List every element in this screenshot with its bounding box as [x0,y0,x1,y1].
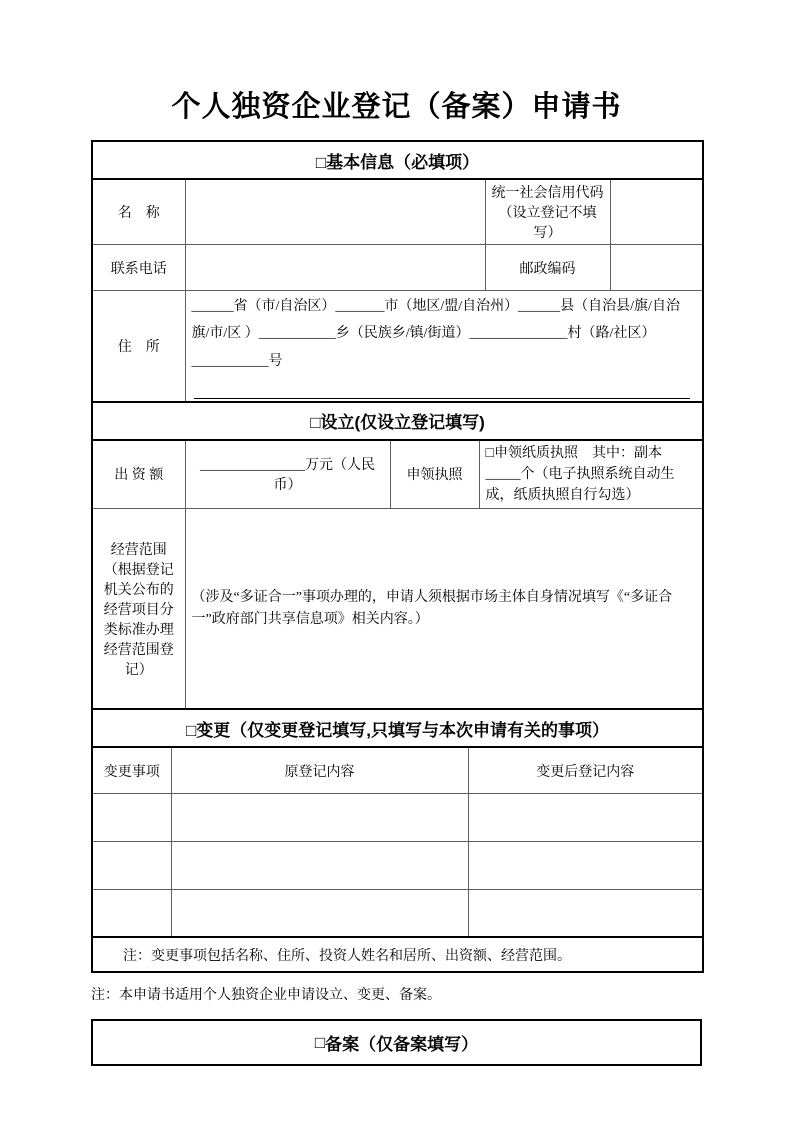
address-template-text: ______省（市/自治区）_______市（地区/盟/自治州）______县（自治县/旗/自治旗/市/区 ）___________乡（民族乡/镇/街道）______________村（路/社区）___________号 [191,299,680,369]
phone-field [185,245,485,291]
change-before-cell [171,889,468,937]
license-option [479,440,703,509]
change-note: 注：变更事项包括名称、住所、投资人姓名和居所、出资额、经营范围。 [92,937,703,972]
section-header-filing [91,1019,702,1066]
checkbox-icon: □ [315,152,327,172]
section-header-basic-info [92,141,703,179]
name-field [185,179,485,245]
uscc-field [610,179,703,245]
postcode-label: 邮政编码 [485,245,610,291]
change-header-label: 变更（仅变更登记填写,只填写与本次申请有关的事项） [196,720,610,740]
change-column-before: 原登记内容 [171,747,468,793]
license-option-text: 申领纸质执照 其中：副本_____个（电子执照系统自动生成，纸质执照自行勾选） [485,445,675,503]
checkbox-icon: □ [186,720,197,740]
scope-note: （涉及“多证合一”事项办理的，申请人须根据市场主体自身情况填写《“多证合一”政府部门共享信息项》相关内容。） [191,589,673,627]
change-after-cell [468,889,703,937]
change-table-row [92,841,703,889]
section-header-establishment [92,402,703,440]
address-blank-line [194,377,691,399]
establishment-header-label: 设立(仅设立登记填写) [320,413,485,433]
license-label: 申领执照 [390,440,479,509]
address-field [185,291,703,402]
scope-field [185,508,703,709]
address-label: 住 所 [92,291,185,402]
section-header-change [92,709,703,747]
checkbox-icon: □ [314,1032,326,1052]
change-item-cell [92,793,171,841]
filing-header-label: 备案（仅备案填写） [325,1035,479,1055]
phone-label: 联系电话 [92,245,185,291]
change-item-cell [92,889,171,937]
form-footnote: 注：本申请书适用个人独资企业申请设立、变更、备案。 [91,988,441,1004]
change-table-row [92,793,703,841]
basic-info-header-label: 基本信息（必填项） [326,152,480,172]
postcode-field [610,245,703,291]
uscc-label: 统一社会信用代码（设立登记不填写） [485,179,610,245]
change-column-after: 变更后登记内容 [468,747,703,793]
change-before-cell [171,841,468,889]
checkbox-icon: □ [310,413,321,433]
scope-label: 经营范围（根据登记机关公布的经营项目分类标准办理经营范围登记） [92,508,185,709]
change-after-cell [468,793,703,841]
change-item-cell [92,841,171,889]
checkbox-icon: □ [485,445,494,461]
name-label: 名 称 [92,179,185,245]
change-before-cell [171,793,468,841]
change-column-item: 变更事项 [92,747,171,793]
capital-label: 出 资 额 [92,440,185,509]
main-form-table [91,140,704,973]
change-table-row [92,889,703,937]
page-title: 个人独资企业登记（备案）申请书 [171,91,622,123]
capital-blank-field: _______________万元（人民币） [185,440,390,509]
change-after-cell [468,841,703,889]
